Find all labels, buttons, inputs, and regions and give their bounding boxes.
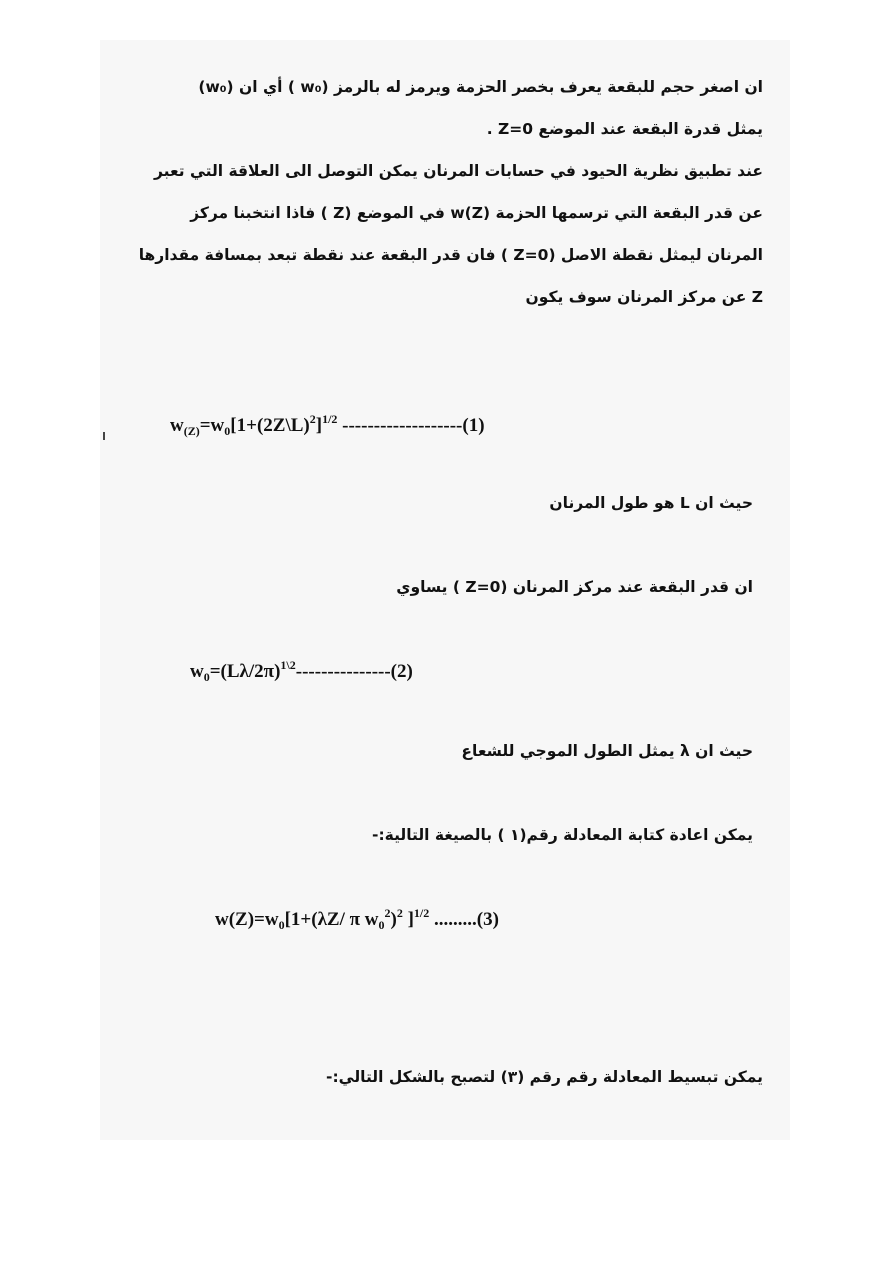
scan-mark: [103, 432, 105, 440]
equation-2: $w_0=(L\lambda/2\pi)^{1\backslash 2}---------------(2)$: [190, 658, 413, 684]
note-where-L: حيث ان L هو طول المرنان: [549, 494, 753, 512]
note-spot-center: ان قدر البقعة عند مركز المرنان (Z=0 ) يساوي: [396, 578, 753, 596]
equation-1: $w_{(Z)}=w_0[1+(2Z\backslash L)^2]^{1/2}$ -------------------(1): [170, 412, 485, 438]
intro-line: يمثل قدرة البقعة عند الموضع Z=0 .: [486, 120, 763, 138]
intro-paragraph: [123, 66, 763, 318]
note-simplify: يمكن تبسيط المعادلة رقم رقم (٣) لتصبح بالشكل التالي:-: [326, 1068, 763, 1086]
intro-line: ان اصغر حجم للبقعة يعرف بخصر الحزمة ويرمز له بالرمز (w₀ ) أي ان (w₀): [198, 78, 763, 96]
note-rewrite: يمكن اعادة كتابة المعادلة رقم(١ ) بالصيغة التالية:-: [372, 826, 753, 844]
note-where-lambda: حيث ان λ يمثل الطول الموجي للشعاع: [461, 742, 753, 760]
intro-line: عن قدر البقعة التي ترسمها الحزمة w(Z) في الموضع (Z ) فاذا انتخبنا مركز: [190, 204, 763, 222]
intro-line: المرنان ليمثل نقطة الاصل (Z=0 ) فان قدر البقعة عند نقطة تبعد بمسافة مقدارها: [138, 246, 763, 264]
intro-line: Z عن مركز المرنان سوف يكون: [525, 288, 763, 306]
equation-3: $w(Z)=w_0[1+(\lambda Z/$ π $w_0^2)^2$ ]$^{1/2}$ .........(3): [215, 906, 499, 932]
intro-line: عند تطبيق نظرية الحيود في حسابات المرنان يمكن التوصل الى العلاقة التي تعبر: [154, 162, 763, 180]
